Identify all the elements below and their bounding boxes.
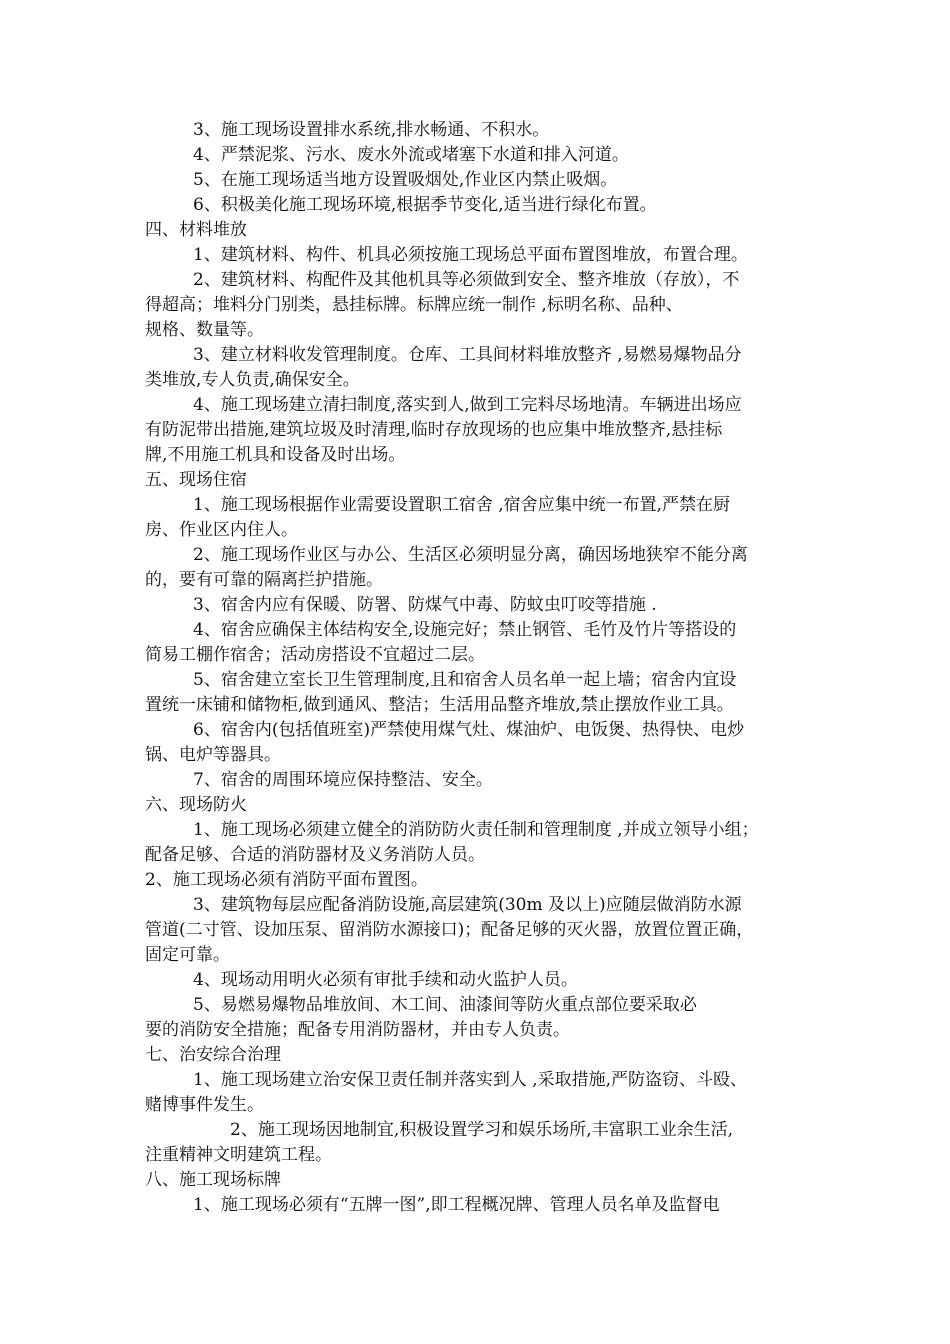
paragraph-line: 4、严禁泥浆、污水、废水外流或堵塞下水道和排入河道。: [193, 145, 629, 165]
paragraph-line: 得超高；堆料分门别类，悬挂标牌。标牌应统一制作 ,标明名称、品种、: [145, 295, 683, 315]
paragraph-line: 2、施工现场因地制宜,积极设置学习和娱乐场所,丰富职工业余生活,: [230, 1120, 734, 1140]
paragraph-line: 7、宿舍的周围环境应保持整洁、安全。: [193, 770, 493, 790]
paragraph-line: 1、施工现场必须建立健全的消防防火责任制和管理制度 ,并成立领导小组；: [193, 820, 759, 840]
section-heading: 八、施工现场标牌: [145, 1170, 281, 1190]
paragraph-line: 有防泥带出措施,建筑垃圾及时清理,临时存放现场的也应集中堆放整齐,悬挂标: [145, 420, 723, 440]
paragraph-line: 注重精神文明建筑工程。: [145, 1145, 332, 1165]
paragraph-line: 房、作业区内住人。: [145, 520, 298, 540]
paragraph-line: 3、建筑物每层应配备消防设施,高层建筑(30m 及以上)应随层做消防水源: [193, 895, 742, 915]
paragraph-line: 1、施工现场建立治安保卫责任制并落实到人 ,采取措施,严防盗窃、斗殴、: [193, 1070, 748, 1090]
paragraph-line: 5、宿舍建立室长卫生管理制度,且和宿舍人员名单一起上墙；宿舍内宜设: [193, 670, 737, 690]
paragraph-line: 5、易燃易爆物品堆放间、木工间、油漆间等防火重点部位要采取必: [193, 995, 697, 1015]
paragraph-line: 2、建筑材料、构配件及其他机具等必须做到安全、整齐堆放（存放），不: [193, 270, 740, 290]
paragraph-line: 配备足够、合适的消防器材及义务消防人员。: [145, 845, 485, 865]
paragraph-line: 牌,不用施工机具和设备及时出场。: [145, 445, 406, 465]
paragraph-line: 6、宿舍内(包括值班室)严禁使用煤气灶、煤油炉、电饭煲、热得快、电炒: [193, 720, 745, 740]
paragraph-line: 赌博事件发生。: [145, 1095, 264, 1115]
paragraph-line: 管道(二寸管、设加压泵、留消防水源接口)；配备足够的灭火器，放置位置正确，: [145, 920, 754, 940]
paragraph-line: 5、在施工现场适当地方设置吸烟处,作业区内禁止吸烟。: [193, 170, 618, 190]
section-heading: 五、现场住宿: [145, 470, 247, 490]
paragraph-line: 简易工棚作宿舍；活动房搭设不宜超过二层。: [145, 645, 485, 665]
paragraph-line: 3、宿舍内应有保暖、防署、防煤气中毒、防蚊虫叮咬等措施 .: [193, 595, 657, 615]
paragraph-line: 3、建立材料收发管理制度。仓库、工具间材料堆放整齐 ,易燃易爆物品分: [193, 345, 742, 365]
paragraph-line: 类堆放,专人负责,确保安全。: [145, 370, 360, 390]
section-heading: 七、治安综合治理: [145, 1045, 281, 1065]
paragraph-line: 2、施工现场作业区与办公、生活区必须明显分离，确因场地狭窄不能分离: [193, 545, 748, 565]
paragraph-line: 6、积极美化施工现场环境,根据季节变化,适当进行绿化布置。: [193, 195, 657, 215]
paragraph-line: 1、施工现场必须有“五牌一图”,即工程概况牌、管理人员名单及监督电: [193, 1195, 720, 1215]
section-heading: 六、现场防火: [145, 795, 247, 815]
paragraph-line: 规格、数量等。: [145, 320, 264, 340]
paragraph-line: 要的消防安全措施；配备专用消防器材，并由专人负责。: [145, 1020, 570, 1040]
paragraph-line: 4、施工现场建立清扫制度,落实到人,做到工完料尽场地清。车辆进出场应: [193, 395, 742, 415]
paragraph-line: 4、现场动用明火必须有审批手续和动火监护人员。: [193, 970, 578, 990]
paragraph-line: 的，要有可靠的隔离拦护措施。: [145, 570, 383, 590]
paragraph-line: 置统一床铺和储物柜,做到通风、整洁；生活用品整齐堆放,禁止摆放作业工具。: [145, 695, 734, 715]
paragraph-line: 1、建筑材料、构件、机具必须按施工现场总平面布置图堆放，布置合理。: [193, 245, 748, 265]
section-heading: 四、材料堆放: [145, 220, 247, 240]
paragraph-line: 1、施工现场根据作业需要设置职工宿舍 ,宿舍应集中统一布置,严禁在厨: [193, 495, 731, 515]
paragraph-line: 3、施工现场设置排水系统,排水畅通、不积水。: [193, 120, 550, 140]
paragraph-line: 2、施工现场必须有消防平面布置图。: [145, 870, 428, 890]
paragraph-line: 固定可靠。: [145, 945, 230, 965]
paragraph-line: 锅、电炉等器具。: [145, 745, 281, 765]
paragraph-line: 4、宿舍应确保主体结构安全,设施完好；禁止钢管、毛竹及竹片等搭设的: [193, 620, 737, 640]
